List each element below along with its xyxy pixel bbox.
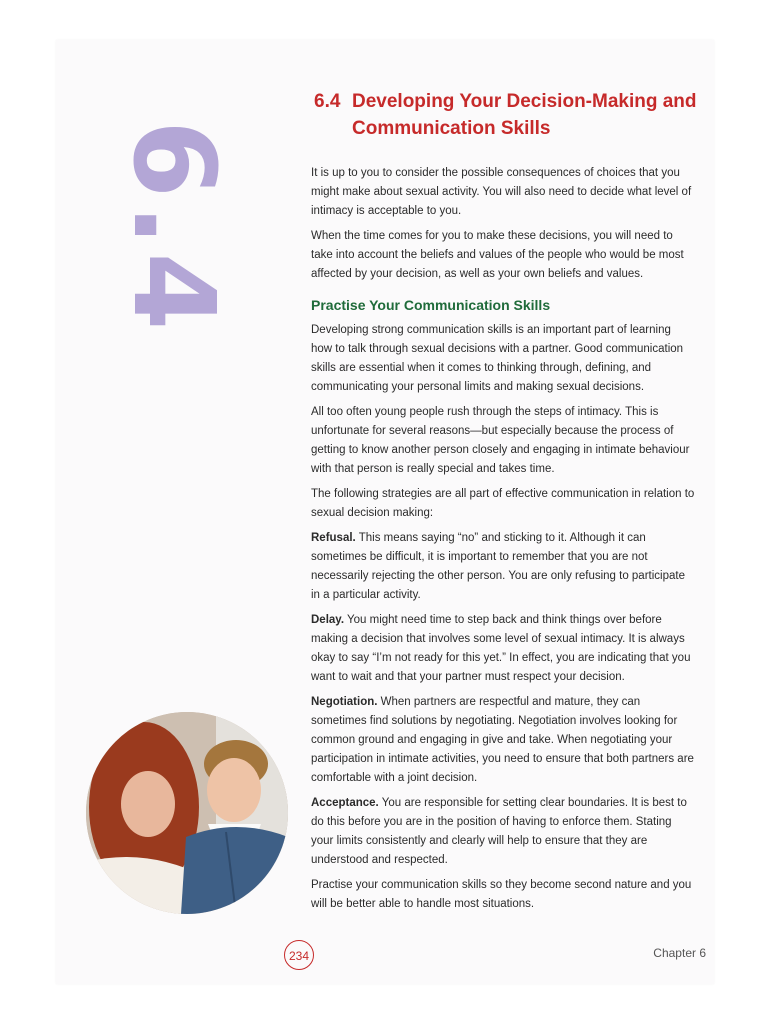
section-number-graphic: 6.4 <box>108 120 238 337</box>
strategy-text: You might need time to step back and think things over before making a decision that involves some level of sexual intimacy. It is always okay to say “I’m not ready for this yet.” In effect, you are indicating that you want to wait and that your partner must respect your decision. <box>311 614 691 683</box>
section-title <box>314 88 704 142</box>
photo-two-teens <box>86 712 288 914</box>
strategy-acceptance <box>311 794 695 870</box>
strategy-delay <box>311 611 695 687</box>
page-number: 234 <box>284 940 314 970</box>
chapter-label: Chapter 6 <box>653 946 706 960</box>
section-title-line-1: Developing Your Decision-Making and <box>352 91 697 112</box>
body-paragraph-3: The following strategies are all part of effective communication in relation to sexual decision making: <box>311 488 695 519</box>
strategy-term: Refusal. <box>311 532 356 544</box>
intro-paragraph-2: When the time comes for you to make these decisions, you will need to take into account the beliefs and values of the people who would be most affected by your decision, as well as your own beliefs and values. <box>311 230 684 280</box>
main-content <box>311 164 695 920</box>
section-number: 6.4 <box>314 91 341 112</box>
closing-paragraph: Practise your communication skills so they become second nature and you will be better able to handle most situations. <box>311 879 692 910</box>
body-paragraph-1: Developing strong communication skills is an important part of learning how to talk through sexual decisions with a partner. Good communication skills are essential when it comes to thinking through, defining, and communicating your personal limits and making sexual decisions. <box>311 324 684 393</box>
subheading: Practise Your Communication Skills <box>311 297 551 313</box>
strategy-term: Delay. <box>311 614 345 626</box>
strategy-text: When partners are respectful and mature, they can sometimes find solutions by negotiating. Negotiation involves looking for common ground and engaging in give and take. When negotiating your participation in intimate activities, you need to ensure that both partners are comfortable with a joint decision. <box>311 696 694 784</box>
strategy-term: Negotiation. <box>311 696 378 708</box>
strategy-text: You are responsible for setting clear boundaries. It is best to do this before you are in the position of having to enforce them. Stating your limits consistently and clearly will help to ensure that they are understood and respected. <box>311 797 687 866</box>
strategy-term: Acceptance. <box>311 797 379 809</box>
section-title-line-2: Communication Skills <box>352 118 551 139</box>
strategy-refusal <box>311 529 695 605</box>
strategy-negotiation <box>311 693 695 788</box>
intro-paragraph-1: It is up to you to consider the possible consequences of choices that you might make about sexual activity. You will also need to decide what level of intimacy is acceptable to you. <box>311 167 692 217</box>
body-paragraph-2: All too often young people rush through the steps of intimacy. This is unfortunate for several reasons—but especially because the process of getting to know another person closely and engaging in intimate behaviour with that person is really special and takes time. <box>311 406 690 475</box>
strategy-text: This means saying “no” and sticking to it. Although it can sometimes be difficult, it is important to remember that you are not necessarily rejecting the other person. You are only refusing to participate in a particular activity. <box>311 532 685 601</box>
book-page <box>56 40 714 984</box>
